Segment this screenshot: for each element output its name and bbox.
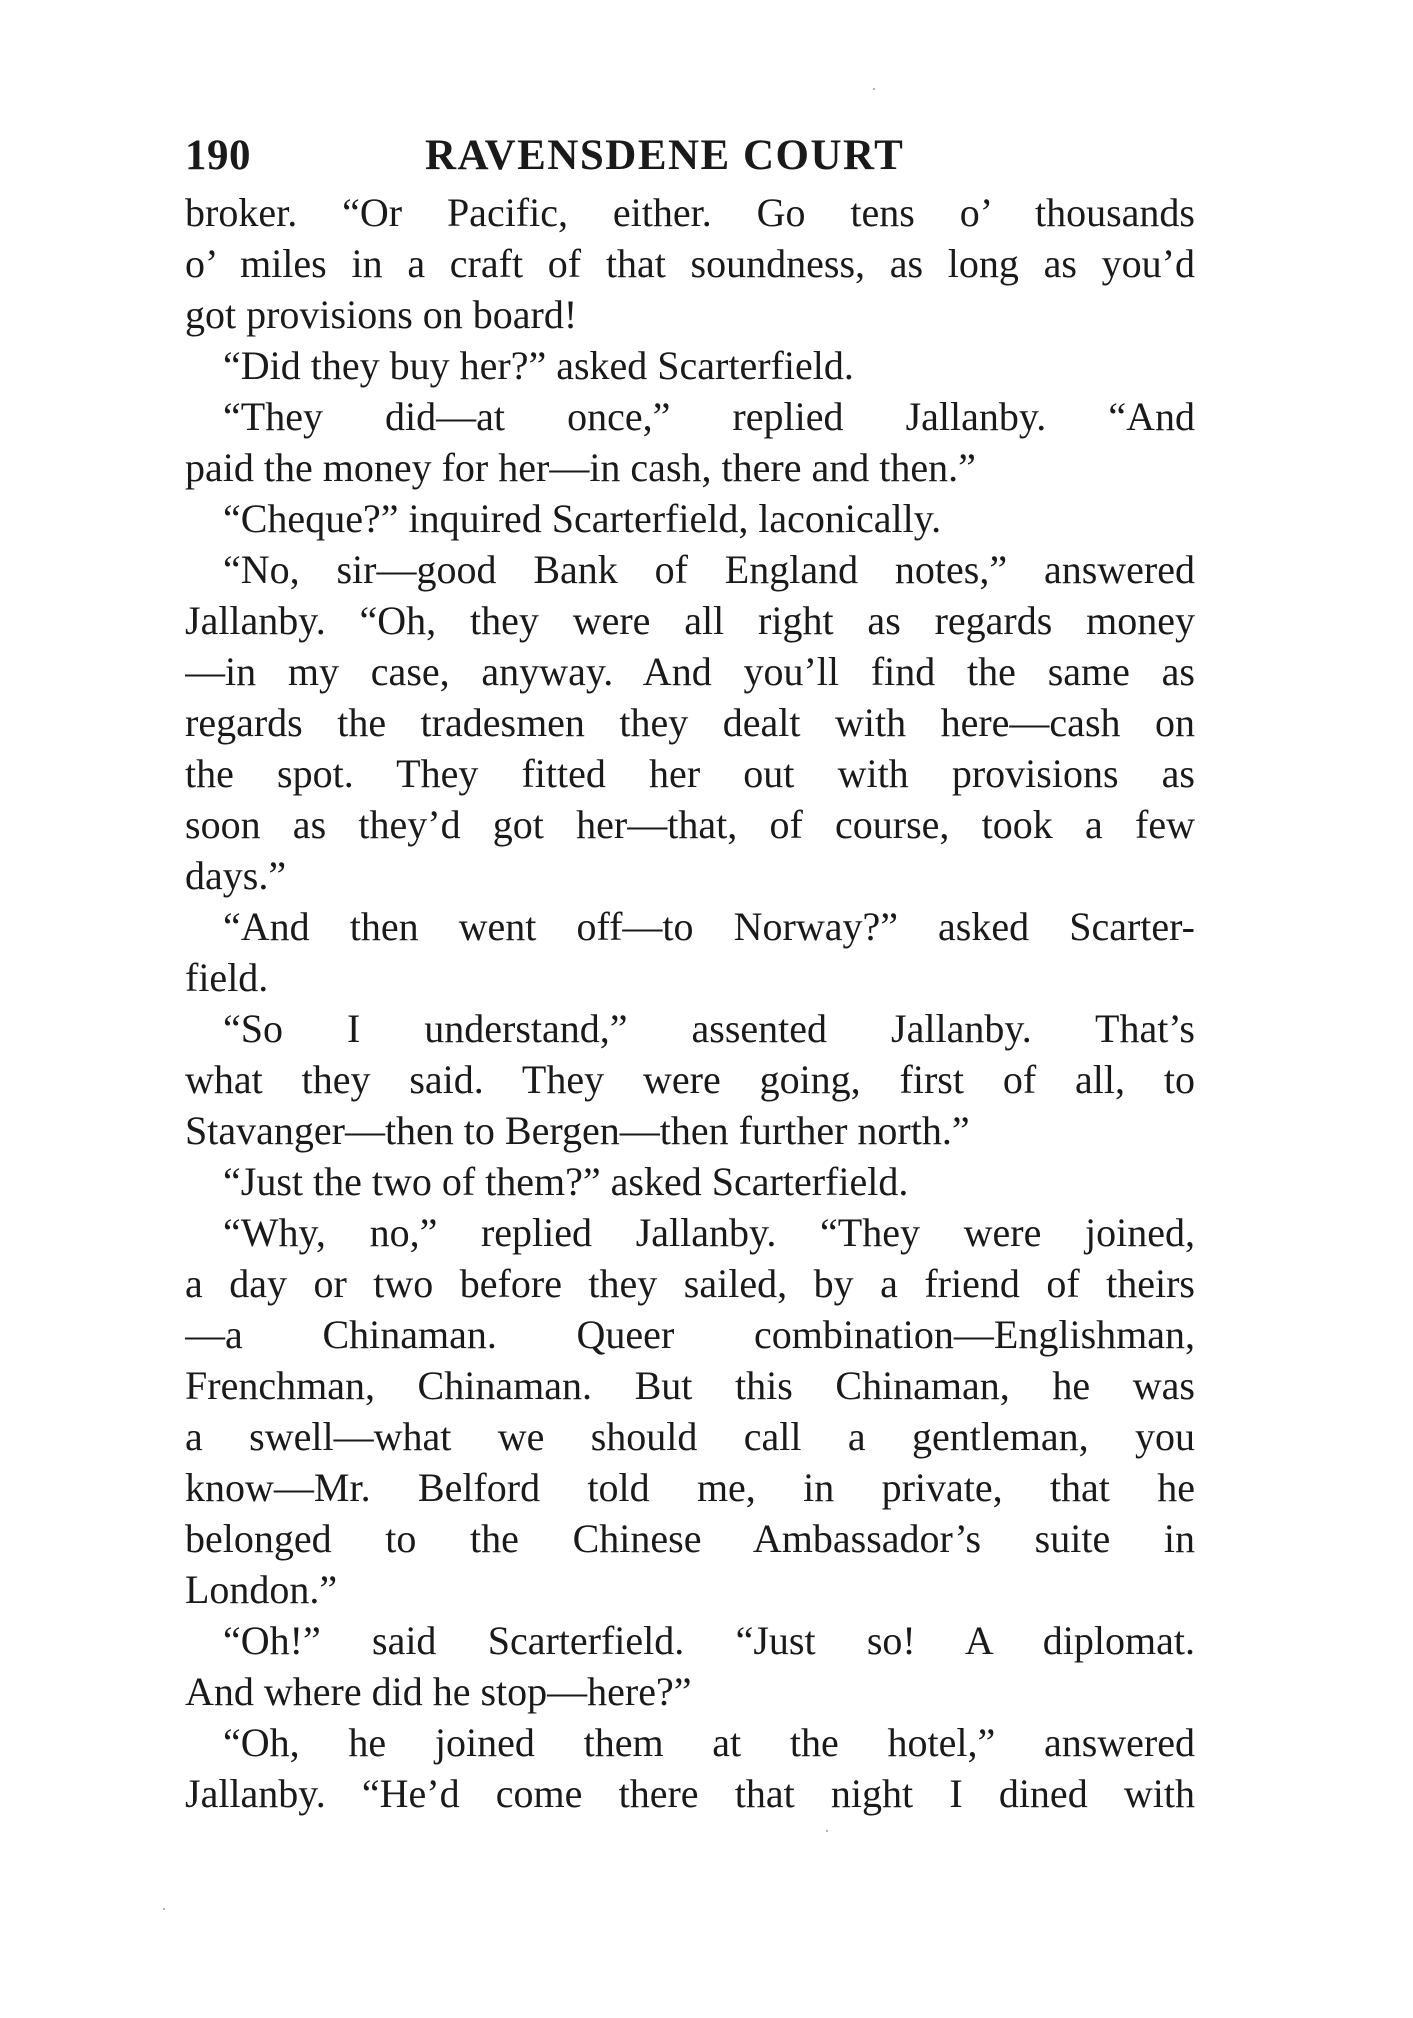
text-line: “No, sir—good Bank of England notes,” answered [223, 547, 1195, 592]
scan-speck [826, 1830, 828, 1832]
text-line: “Cheque?” inquired Scarterfield, laconically. [223, 496, 942, 541]
text-line: Jallanby. “He’d come there that night I dined with [185, 1771, 1195, 1816]
text-line: soon as they’d got her—that, of course, took a few [185, 802, 1195, 847]
text-line: got provisions on board! [185, 292, 578, 337]
text-line: London.” [185, 1567, 338, 1612]
text-line: “Oh!” said Scarterfield. “Just so! A diplomat. [223, 1618, 1195, 1663]
text-line: “And then went off—to Norway?” asked Scarter- [223, 904, 1195, 949]
text-line: —a Chinaman. Queer combination—Englishman, [185, 1312, 1195, 1357]
text-line: “Just the two of them?” asked Scarterfield. [223, 1159, 909, 1204]
body-text [185, 187, 1195, 1819]
text-line: Frenchman, Chinaman. But this Chinaman, he was [185, 1363, 1195, 1408]
text-line: what they said. They were going, first of all, to [185, 1057, 1195, 1102]
scan-speck [163, 1908, 165, 1910]
text-line: “Did they buy her?” asked Scarterfield. [223, 343, 854, 388]
text-line: “They did—at once,” replied Jallanby. “And [223, 394, 1195, 439]
text-line: days.” [185, 853, 287, 898]
running-head: RAVENSDENE COURT [425, 132, 905, 179]
text-line: “Why, no,” replied Jallanby. “They were joined, [223, 1210, 1195, 1255]
text-line: “So I understand,” assented Jallanby. That’s [223, 1006, 1195, 1051]
text-line: Stavanger—then to Bergen—then further north.” [185, 1108, 970, 1153]
text-line: paid the money for her—in cash, there and then.” [185, 445, 976, 490]
text-line: broker. “Or Pacific, either. Go tens o’ thousands [185, 190, 1195, 235]
text-line: o’ miles in a craft of that soundness, as long as you’d [185, 241, 1195, 286]
text-line: “Oh, he joined them at the hotel,” answered [223, 1720, 1195, 1765]
page-header [185, 126, 1195, 186]
page-number: 190 [185, 132, 251, 179]
scan-speck [873, 88, 875, 90]
text-line: And where did he stop—here?” [185, 1669, 692, 1714]
text-line: belonged to the Chinese Ambassador’s suite in [185, 1516, 1195, 1561]
text-line: a swell—what we should call a gentleman, you [185, 1414, 1195, 1459]
text-line: field. [185, 955, 269, 1000]
text-line: —in my case, anyway. And you’ll find the same as [185, 649, 1195, 694]
text-line: know—Mr. Belford told me, in private, that he [185, 1465, 1195, 1510]
text-line: a day or two before they sailed, by a friend of theirs [185, 1261, 1195, 1306]
text-line: Jallanby. “Oh, they were all right as regards money [185, 598, 1195, 643]
text-line: regards the tradesmen they dealt with here—cash on [185, 700, 1195, 745]
text-line: the spot. They fitted her out with provisions as [185, 751, 1195, 796]
